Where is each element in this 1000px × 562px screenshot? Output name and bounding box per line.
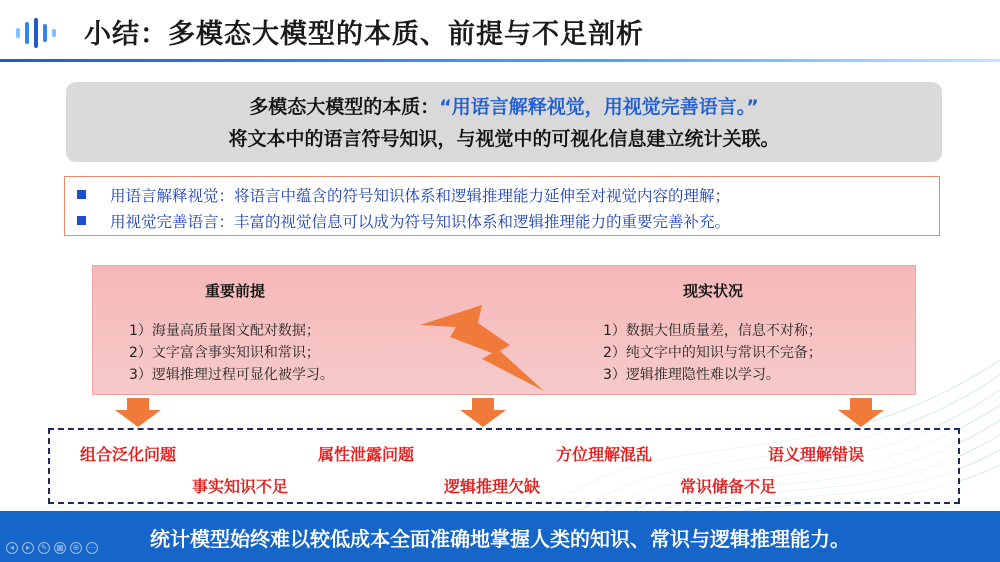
problem-label: 组合泛化问题: [80, 445, 177, 464]
essence-box: [66, 82, 942, 162]
premise-title: 重要前提: [205, 282, 266, 300]
more-options-icon[interactable]: ⋯: [88, 543, 96, 552]
slides-overview-icon[interactable]: ▦: [54, 542, 66, 554]
conclusion-bar: [0, 511, 1000, 562]
square-bullet-icon: [77, 216, 86, 225]
bullet-text: 用视觉完善语言：丰富的视觉信息可以成为符号知识体系和逻辑推理能力的重要完善补充。: [110, 213, 731, 231]
down-arrow-icon: [113, 398, 163, 428]
reality-item: 2）纯文字中的知识与常识不完备；: [603, 345, 822, 361]
problem-label: 逻辑推理欠缺: [444, 477, 541, 496]
premise-item: 3）逻辑推理过程可显化被学习。: [129, 367, 334, 383]
logo-icon: [16, 18, 66, 48]
premise-item: 1）海量高质量图文配对数据；: [129, 323, 320, 339]
next-slide-icon[interactable]: ▸: [22, 542, 34, 554]
zoom-icon[interactable]: ⊕: [70, 542, 82, 554]
previous-slide-icon[interactable]: ◂: [6, 542, 18, 554]
bullet-item: [77, 184, 730, 206]
bullet-list: [64, 176, 940, 236]
pen-tool-icon[interactable]: ✎: [38, 542, 50, 554]
problems-box: [48, 428, 960, 504]
problem-label: 事实知识不足: [192, 477, 289, 496]
conclusion-text: 统计模型始终难以较低成本全面准确地掌握人类的知识、常识与逻辑推理能力。: [150, 527, 850, 551]
problem-label: 常识储备不足: [680, 477, 777, 496]
essence-prefix: 多模态大模型的本质：: [249, 96, 440, 118]
square-bullet-icon: [77, 190, 86, 199]
bullet-text: 用语言解释视觉：将语言中蕴含的符号知识体系和逻辑推理能力延伸至对视觉内容的理解；: [110, 187, 731, 205]
essence-line-1: [66, 92, 942, 119]
reality-title: 现实状况: [683, 282, 744, 300]
title-divider: [0, 59, 1000, 62]
down-arrow-icon: [836, 398, 886, 428]
reality-item: 3）逻辑推理隐性难以学习。: [603, 367, 780, 383]
page-title: 小结：多模态大模型的本质、前提与不足剖析: [84, 19, 644, 50]
problem-label: 方位理解混乱: [556, 445, 653, 464]
reality-item: 1）数据大但质量差，信息不对称；: [603, 323, 822, 339]
lightning-bolt-icon: [420, 305, 550, 395]
bullet-item: [77, 210, 730, 232]
premise-item: 2）文字富含事实知识和常识；: [129, 345, 320, 361]
problem-label: 属性泄露问题: [318, 445, 415, 464]
down-arrow-icon: [458, 398, 508, 428]
problem-label: 语义理解错误: [768, 445, 865, 464]
essence-line-2: 将文本中的语言符号知识，与视觉中的可视化信息建立统计关联。: [228, 128, 780, 150]
essence-quote: “用语言解释视觉，用视觉完善语言。”: [439, 96, 759, 118]
